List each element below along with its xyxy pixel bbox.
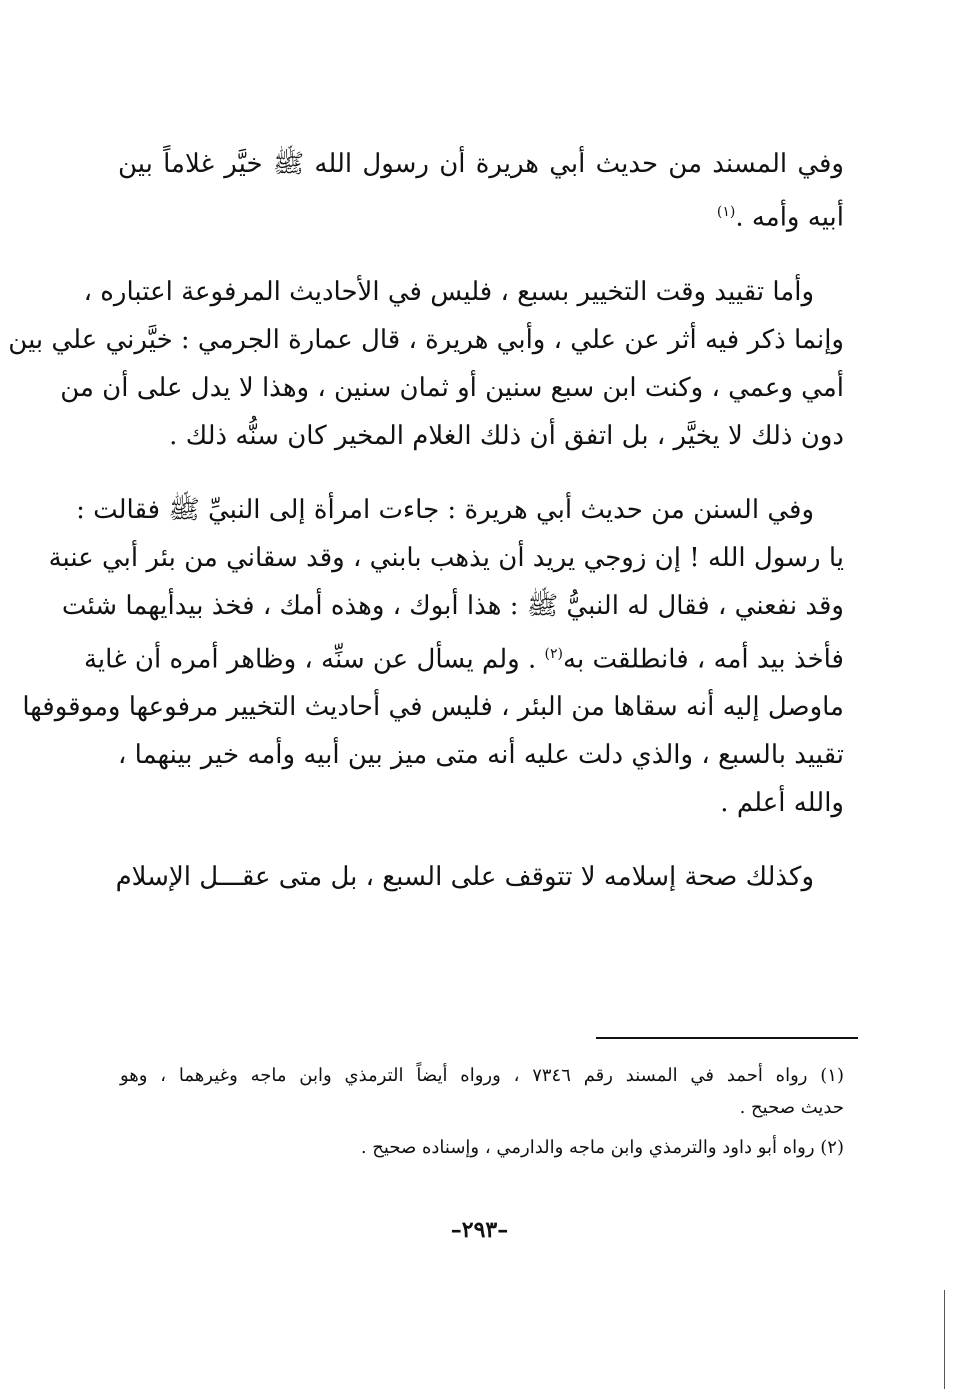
footnote-marker[interactable]: (١) bbox=[716, 204, 736, 220]
text-line bbox=[83, 630, 844, 684]
text-line: دون ذلك لا يخيَّر ، بل اتفق أن ذلك الغلام المخير كان سنُّه ذلك . bbox=[169, 420, 844, 451]
scan-edge-line bbox=[944, 1290, 945, 1389]
text-line: وفي السنن من حديث أبي هريرة : جاءت امرأة إلى النبيِّ ﷺ فقالت : bbox=[76, 494, 814, 525]
footnote-line: (١) رواه أحمد في المسند رقم ٧٣٤٦ ، ورواه أيضاً الترمذي وابن ماجه وغيرهما ، وهو bbox=[120, 1065, 844, 1086]
text-line: وكذلك صحة إسلامه لا تتوقف على السبع ، بل متى عقـــل الإسلام bbox=[115, 862, 814, 893]
text-line: والله أعلم . bbox=[720, 788, 844, 819]
main-text bbox=[8, 140, 844, 927]
paragraph-2 bbox=[8, 268, 844, 460]
footnote-line: حديث صحيح . bbox=[739, 1097, 844, 1118]
text-line: وأما تقييد وقت التخيير بسبع ، فليس في الأحاديث المرفوعة اعتباره ، bbox=[83, 276, 814, 307]
text-line: ماوصل إليه أنه سقاها من البئر ، فليس في أحاديث التخيير مرفوعها وموقوفها bbox=[22, 692, 844, 723]
footnote-separator bbox=[596, 1037, 858, 1039]
text-line: وفي المسند من حديث أبي هريرة أن رسول الله ﷺ خيَّر غلاماً بين bbox=[118, 149, 844, 179]
text-line: وإنما ذكر فيه أثر عن علي ، وأبي هريرة ، قال عمارة الجرمي : خيَّرني علي بين bbox=[8, 324, 844, 355]
text-line bbox=[118, 188, 844, 242]
page-number: –٢٩٣– bbox=[450, 1217, 509, 1243]
text-line: وقد نفعني ، فقال له النبيُّ ﷺ : هذا أبوك ، وهذه أمك ، فخذ بيدأيهما شئت bbox=[61, 590, 844, 621]
footnote-line: (٢) رواه أبو داود والترمذي وابن ماجه والدارمي ، وإسناده صحيح . bbox=[360, 1137, 844, 1158]
footnote-2 bbox=[120, 1132, 844, 1164]
text-fragment: . ولم يسأل عن سنِّه ، وظاهر أمره أن غاية bbox=[83, 644, 537, 675]
footnote-1 bbox=[120, 1060, 844, 1124]
text-line: تقييد بالسبع ، والذي دلت عليه أنه متى ميز بين أبيه وأمه خير بينهما ، bbox=[118, 740, 844, 771]
text-fragment: فأخذ بيد أمه ، فانطلقت به bbox=[563, 644, 844, 675]
text-line: أمي وعمي ، وكنت ابن سبع سنين أو ثمان سنين ، وهذا لا يدل على أن من bbox=[60, 372, 844, 403]
footnotes bbox=[120, 1060, 844, 1172]
text-line: يا رسول الله ! إن زوجي يريد أن يذهب بابني ، وقد سقاني من بئر أبي عنبة bbox=[48, 542, 844, 573]
text-fragment: أبيه وأمه . bbox=[735, 202, 844, 233]
footnote-marker[interactable]: (٢) bbox=[544, 645, 563, 662]
paragraph-4 bbox=[115, 853, 844, 901]
paragraph-3 bbox=[22, 486, 844, 828]
paragraph-1 bbox=[118, 140, 844, 242]
